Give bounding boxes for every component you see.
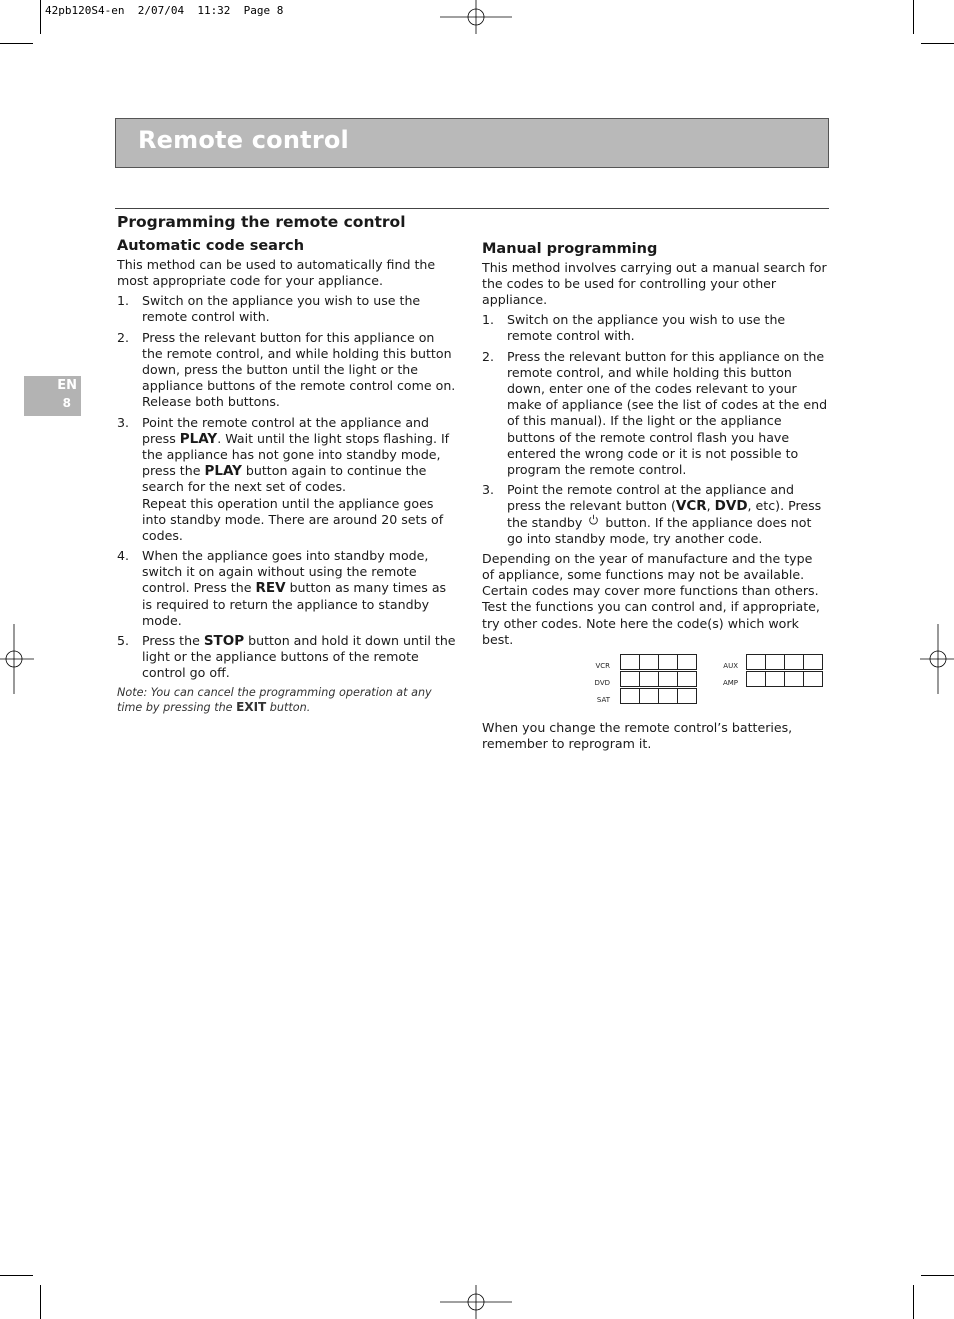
language-page-tab [24, 376, 81, 416]
page-number: 8 [62, 396, 71, 410]
code-cell[interactable] [803, 654, 823, 670]
print-slug: 42pb120S4-en 2/07/04 11:32 Page 8 [45, 4, 284, 17]
step-text: Press the relevant button for this appliance on the remote control, and while holding this button down, enter one of the codes relevant to your make of appliance (see the list of codes at the end of this manual). If the light or the appliance buttons of the remote control flash you have entered the wrong code or it is not possible to program the remote control. [507, 349, 828, 477]
step-text: button and hold it down until the light or the appliance buttons of the remote control go off. [142, 633, 456, 681]
step-number: 5. [117, 633, 130, 649]
step-text: Point the remote control at the appliance and press [142, 415, 430, 447]
code-label: DVD [594, 678, 610, 687]
automatic-search-title: Automatic code search [117, 238, 305, 255]
automatic-search-intro: This method can be used to automatically find the most appropriate code for your appliance. [117, 257, 436, 289]
crop-mark [0, 43, 33, 44]
code-cell[interactable] [677, 688, 697, 704]
crop-mark [913, 1285, 914, 1319]
step-text: Switch on the appliance you wish to use the remote control with. [142, 293, 421, 325]
list-item [117, 330, 459, 410]
manual-programming-intro: This method involves carrying out a manual search for the codes to be used for controlling your other appliance. [482, 260, 827, 308]
page-title: Remote control [138, 126, 349, 154]
note-text: Note: You can cancel the programming operation at any time by pressing the [117, 686, 432, 715]
list-item [482, 349, 828, 478]
code-cell[interactable] [677, 671, 697, 687]
code-cell[interactable] [639, 654, 659, 670]
code-cell[interactable] [658, 671, 678, 687]
crop-mark [921, 1275, 954, 1276]
list-item [117, 293, 459, 325]
automatic-search-steps [117, 293, 459, 681]
code-cell[interactable] [639, 671, 659, 687]
code-cell[interactable] [658, 654, 678, 670]
step-number: 2. [482, 349, 495, 365]
step-text: Press the relevant button for this appliance on the remote control, and while holding this button down, press the button until the light or the appliance buttons of the remote control come on. Release both buttons. [142, 330, 456, 410]
crop-mark [40, 1285, 41, 1319]
battery-reminder: When you change the remote control’s batteries, remember to reprogram it. [482, 719, 793, 751]
step-text: Point the remote control at the appliance and press the relevant button ( [507, 482, 795, 514]
key-exit: EXIT [236, 700, 267, 715]
code-cell[interactable] [746, 654, 766, 670]
manual-programming-title: Manual programming [482, 241, 658, 257]
step-text: . Wait until the light stops flashing. If the appliance has not gone into standby mode, press the [142, 431, 450, 479]
list-item [482, 312, 828, 344]
step-text: button again to continue the search for the next set of codes. [142, 463, 427, 495]
crop-mark [0, 1275, 33, 1276]
code-cell[interactable] [620, 654, 640, 670]
registration-mark-icon [920, 624, 954, 694]
code-cell[interactable] [677, 654, 697, 670]
list-item [117, 633, 459, 681]
step-number: 3. [117, 415, 130, 431]
standby-icon [588, 514, 599, 525]
list-item [117, 415, 459, 544]
code-cell[interactable] [784, 671, 804, 687]
code-cell[interactable] [658, 688, 678, 704]
step-number: 1. [482, 312, 495, 328]
code-notes-grid [482, 654, 828, 706]
crop-mark [921, 43, 954, 44]
page-title-bar [115, 118, 829, 168]
key-vcr: VCR [675, 498, 707, 515]
key-play: PLAY [179, 431, 218, 448]
step-text: button. If the appliance does not go into standby mode, try another code. [507, 514, 812, 546]
code-cell[interactable] [620, 688, 640, 704]
crop-mark [40, 0, 41, 34]
crop-mark [913, 0, 914, 34]
registration-mark-icon [440, 0, 512, 34]
step-text: When the appliance goes into standby mode, switch it on again without using the remote control. Press the [142, 548, 429, 596]
step-number: 2. [117, 330, 130, 346]
key-stop: STOP [203, 633, 245, 650]
section-title: Programming the remote control [117, 213, 406, 231]
step-number: 1. [117, 293, 130, 309]
language-code: EN [57, 378, 77, 393]
step-number: 3. [482, 482, 495, 498]
registration-mark-icon [0, 624, 34, 694]
code-cell[interactable] [620, 671, 640, 687]
step-text: , etc). Press the standby [507, 498, 822, 530]
code-cell[interactable] [765, 671, 785, 687]
manual-programming-steps [482, 312, 828, 546]
step-text: button as many times as is required to return the appliance to standby mode. [142, 580, 447, 628]
key-rev: REV [255, 580, 286, 597]
step-text: Press the [142, 633, 204, 649]
manual-programming-body: Depending on the year of manufacture and the type of appliance, some functions may not be available. Certain codes may cover more functions than others. Test the functions you can control and, if appropriate, try other codes. Note here the code(s) which work best. [482, 551, 820, 647]
step-number: 4. [117, 548, 130, 564]
code-label: AMP [722, 678, 738, 687]
note-text: button. [266, 701, 311, 715]
right-column [482, 241, 828, 756]
code-label: AUX [723, 661, 738, 670]
code-cell[interactable] [746, 671, 766, 687]
key-play: PLAY [204, 463, 242, 480]
code-cell[interactable] [639, 688, 659, 704]
code-label: SAT [596, 695, 610, 704]
code-cell[interactable] [784, 654, 804, 670]
code-cell[interactable] [803, 671, 823, 687]
list-item [482, 482, 828, 546]
step-text: Switch on the appliance you wish to use the remote control with. [507, 312, 786, 344]
key-dvd: DVD [714, 498, 748, 515]
registration-mark-icon [440, 1285, 512, 1319]
code-label: VCR [595, 661, 610, 670]
code-cell[interactable] [765, 654, 785, 670]
left-column [117, 214, 459, 715]
section-divider [115, 208, 829, 209]
step-text: , [706, 498, 715, 514]
note [117, 686, 459, 715]
step-continuation: Repeat this operation until the appliance goes into standby mode. There are around 20 sets of codes. [142, 495, 444, 543]
list-item [117, 548, 459, 628]
